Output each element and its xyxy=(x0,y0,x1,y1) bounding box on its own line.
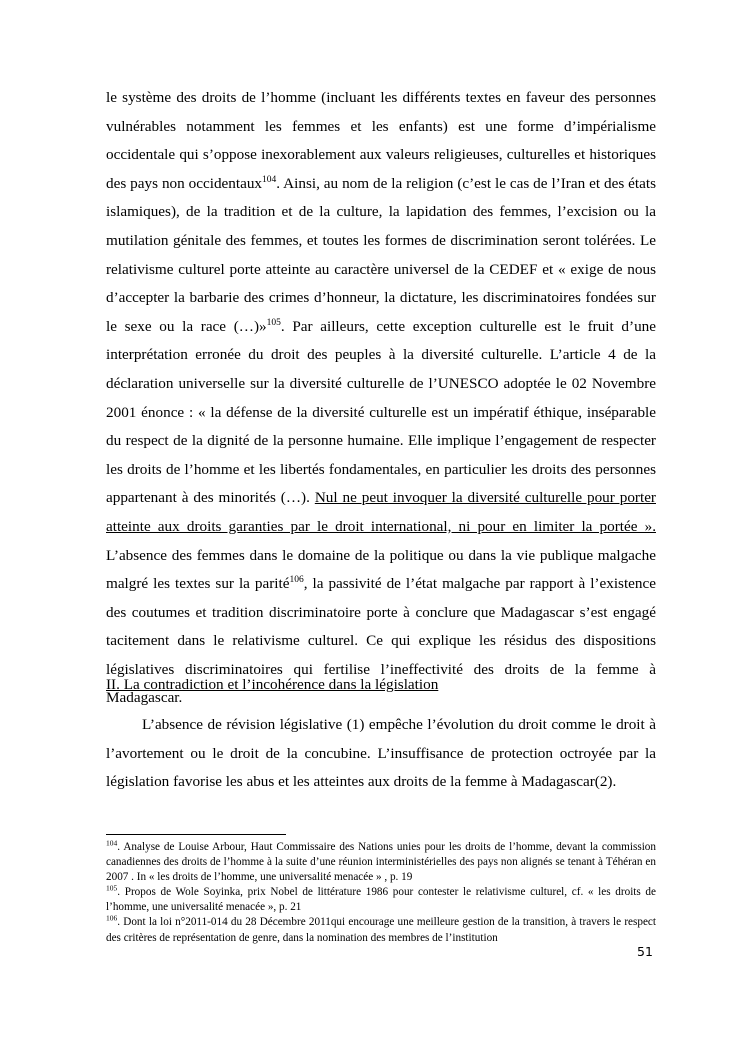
body-paragraph-1 xyxy=(106,84,656,713)
footnote-number: 105 xyxy=(106,883,118,893)
footnote-ref-104: 104 xyxy=(262,174,277,185)
footnotes xyxy=(106,840,656,946)
paragraph-text: , la passivité de l’état malgache par rapport à l’existence des coutumes et tradition discriminatoire porte à conclure que Madagascar s’est engagé tacitement dans le relativisme culturel. Ce qui explique les résidus des dispositions législatives discriminatoires qui fertilise l’ineffectivité des droits de la femme à Madagascar. xyxy=(106,575,656,707)
footnote-105 xyxy=(106,885,656,915)
footnote-ref-106: 106 xyxy=(289,575,304,586)
paragraph-text: . Par ailleurs, cette exception culturelle est le fruit d’une interprétation erronée du droit des peuples à la diversité culturelle. L’article 4 de la déclaration universelle sur la diversité culturelle de l’UNESCO adoptée le 02 Novembre 2001 énonce : « la défense de la diversité culturelle est un impératif éthique, inséparable du respect de la dignité de la personne humaine. Elle implique l’engagement de respecter les droits de l’homme et les libertés fondamentales, en particulier les droits des personnes appartenant à des minorités (…). xyxy=(106,317,656,507)
footnote-text: . Dont la loi n°2011-014 du 28 Décembre 2011qui encourage une meilleure gestion de la transition, à travers le respect des critères de représentation de genre, dans la nomination des membres de l’institution xyxy=(106,916,656,944)
footnote-number: 106 xyxy=(106,913,118,923)
paragraph-text: L’absence des femmes dans le domaine de la politique ou dans la vie publique malgache malgré les textes sur la parité xyxy=(106,546,656,593)
underlined-quote: Nul ne peut invoquer la diversité culturelle pour porter atteinte aux droits garanties par le droit international, ni pour en limiter la portée ». xyxy=(106,489,656,535)
footnote-106 xyxy=(106,915,656,945)
paragraph-text: . Ainsi, au nom de la religion (c’est le cas de l’Iran et des états islamiques), de la tradition et de la culture, la lapidation des femmes, l’excision ou la mutilation génitale des femmes, et toutes les formes de discrimination seront tolérées. Le relativisme culturel porte atteinte au caractère universel de la CEDEF et « exige de nous d’accepter la barbarie des crimes d’honneur, la dictature, les discriminatoires fondées sur le sexe ou la race (…)» xyxy=(106,174,656,335)
footnote-ref-105: 105 xyxy=(266,317,281,328)
footnote-text: . Propos de Wole Soyinka, prix Nobel de littérature 1986 pour contester le relativisme culturel, cf. « les droits de l’homme, une universalité menacée », p. 21 xyxy=(106,886,656,914)
body-paragraph-2: L’absence de révision législative (1) empêche l’évolution du droit comme le droit à l’avortement ou le droit de la concubine. L’insuffisance de protection octroyée par la législation favorise les abus et les atteintes aux droits de la femme à Madagascar(2). xyxy=(106,716,656,791)
footnote-number: 104 xyxy=(106,838,118,848)
footnote-104 xyxy=(106,840,656,885)
footnote-separator xyxy=(106,834,286,835)
footnote-text: . Analyse de Louise Arbour, Haut Commissaire des Nations unies pour les droits de l’homme, devant la commission canadiennes des droits de l’homme à la suite d’une réunion interministérielles des pays non alignés se tenant à Téhéran en 2007 . In « les droits de l’homme, une universalité menacée » , p. 19 xyxy=(106,841,656,884)
page-number: 51 xyxy=(637,944,653,959)
main-text-block xyxy=(106,84,656,713)
paragraph-text: le système des droits de l’homme (incluant les différents textes en faveur des personnes vulnérables notamment les femmes et les enfants) est une forme d’impérialisme occidentale qui s’oppose inexorablement aux valeurs religieuses, culturelles et historiques des pays non occidentaux xyxy=(106,89,656,192)
section-heading: II. La contradiction et l’incohérence dans la législation xyxy=(106,676,439,693)
